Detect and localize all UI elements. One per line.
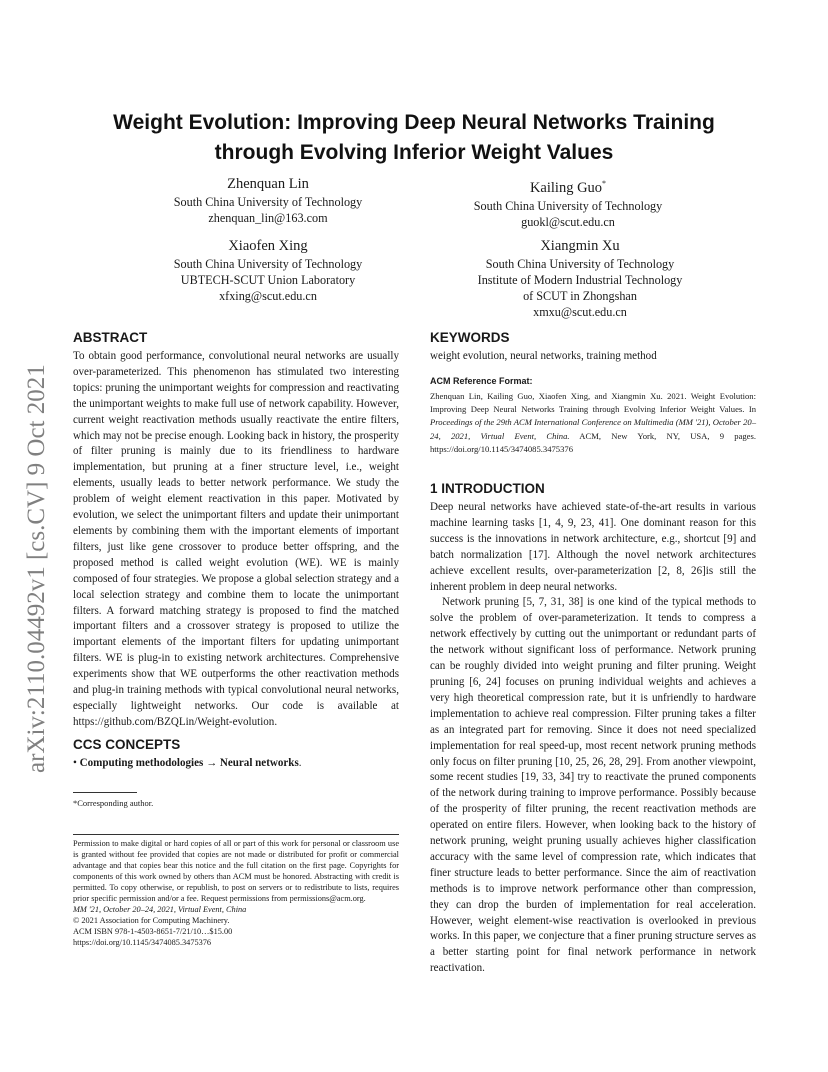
author-email: xmxu@scut.edu.cn: [533, 305, 627, 319]
keywords-text: weight evolution, neural networks, training method: [430, 350, 657, 362]
author-email: guokl@scut.edu.cn: [521, 214, 615, 229]
author-affiliation: South China University of Technology: [473, 198, 663, 213]
title-line-1: Weight Evolution: Improving Deep Neural Networks Training: [113, 111, 715, 134]
intro-paragraph-1: Deep neural networks have achieved state-of-the-art results in various machine learning tasks [1, 4, 9, 23, 41]. One dominant reason for this success is the innovations in network architecture, e.g., shortcut [9] and batch normalization [17]. Although the novel network architectures achieve excellent results, over-parameterization [2, 8, 26]is still the inherent problem in deep neural networks.: [430, 501, 756, 593]
acm-ref-venue: Proceedings of the 29th ACM International Conference on Multimedia (MM '21), October 20–24, 2021, Virtual Event, China.: [430, 417, 756, 441]
author-email: xfxing@scut.edu.cn: [219, 289, 317, 303]
abstract-text: [73, 349, 399, 731]
doi-line: https://doi.org/10.1145/3474085.3475376: [73, 938, 212, 948]
permission-rule: [73, 834, 399, 835]
author-affiliation: South China University of Technology: [173, 257, 363, 271]
permission-text: Permission to make digital or hard copies of all or part of this work for personal or classroom use is granted without fee provided that copies are not made or distributed for profit or commercial advantage and that copies bear this notice and the full citation on the first page. Copyrights for components of this work owned by others than ACM must be honored. Abstracting with credit is permitted. To copy otherwise, or republish, to post on servers or to redistribute to lists, requires prior specific permission and/or a fee. Request permissions from permissions@acm.org.: [73, 839, 399, 904]
author-affiliation: Institute of Modern Industrial Technology: [477, 273, 683, 287]
arxiv-identifier: arXiv:2110.04492v1 [cs.CV] 9 Oct 2021: [23, 364, 50, 773]
acm-ref-text: Zhenquan Lin, Kailing Guo, Xiaofen Xing, and Xiangmin Xu. 2021. Weight Evolution: Improving Deep Neural Networks Training through Evolving Inferior Weight Values. In Proceedings of the 29th ACM International Conference on Multimedia (MM '21), October 20–24, 2021, Virtual Event, China. ACM, New York, NY, USA, 9 pages. https://doi.org/10.1145/3474085.3475376: [430, 391, 756, 454]
author-block-3: [118, 236, 418, 304]
author-block-1: [118, 174, 418, 226]
abstract-paragraph: To obtain good performance, convolutional neural networks are usually over-parameterized. This phenomenon has stimulated two interesting topics: pruning the unimportant weights for compression and reactivating the unimportant weights to make full use of network capability. However, current weight reactivation methods usually reactivate the entire filters, which may not be precise enough. Looking back in history, the prosperity of filter pruning is mainly due to its friendliness to hardware implementation, but pruning at a finer structure level, i.e., weight elements, usually leads to better network performance. We study the problem of weight element reactivation in this paper. Motivated by evolution, we select the unimportant filters and update their unimportant elements by combining them with the important elements of important filters, just like gene crossover to produce better offspring, and the proposed method is called weight evolution (WE). WE is mainly composed of four strategies. We propose a global selection strategy and a local selection strategy and combine them to locate the unimportant filters. A forward matching strategy is proposed to find the matched important filters and a crossover strategy is proposed to utilize the important elements of the important filters for updating unimportant filters. WE is plug-in to existing network architectures. Comprehensive experiments show that WE outperforms the other reactivation methods and plug-in training methods with typical convolutional neural networks, especially lightweight networks. Our code is available at https://github.com/BZQLin/Weight-evolution.: [73, 350, 399, 728]
author-block-2: [418, 174, 718, 230]
conference-line: MM '21, October 20–24, 2021, Virtual Event, China: [73, 905, 247, 915]
ccs-item: Computing methodologies → Neural networks: [79, 757, 299, 769]
ccs-heading: CCS CONCEPTS: [73, 737, 181, 752]
abstract-heading: ABSTRACT: [73, 330, 148, 345]
author-email: zhenquan_lin@163.com: [208, 211, 328, 225]
footnote-rule: [73, 792, 137, 793]
title-line-2: through Evolving Inferior Weight Values: [214, 141, 614, 164]
author-name: Xiangmin Xu: [540, 238, 620, 254]
copyright-line: © 2021 Association for Computing Machinery.: [73, 916, 230, 926]
author-affiliation: of SCUT in Zhongshan: [523, 289, 637, 303]
paper-title: [60, 108, 768, 168]
ccs-concepts: • Computing methodologies → Neural networks.: [73, 757, 302, 769]
author-affiliation: UBTECH-SCUT Union Laboratory: [180, 273, 356, 287]
intro-paragraph-2: Network pruning [5, 7, 31, 38] is one kind of the typical methods to solve the problem of over-parameterization. It tends to compress a network effectively by cutting out the unimportant or redundant parts of the network without significant loss of performance. Network pruning can be roughly divided into weight pruning and filter pruning. Weight pruning [6, 24] focuses on pruning individual weights and achieves a very high theoretical compression rate, but it is unfriendly to hardware implementation to achieve real compression. Filter pruning takes a filter as an integrated part for removing. Since it does not need specialized implementation for real speed-up, most recent network pruning methods only focus on filter pruning [10, 25, 26, 28, 29]. From another viewpoint, some recent studies [19, 33, 34] try to reactivate the pruned components of the network during training to improve performance. Possibly because of the prosperity of filter pruning, the recent reactivation methods are operated on entire filers. However, when looking back to the history of network pruning, weight pruning usually achieves higher classification accuracy with the same level of compression rate, which indicates that finer structure leads to better performance. Since the aim of reactivation methods is to improve network performance other than compression, they can drop the burden of implementation for real acceleration. However, weight element-wise reactivation is overlooked in previous works. In this paper, we conjecture that a finer pruning structure serves as a better starting point for final network performance in network reactivation.: [430, 596, 756, 975]
permission-notice: [73, 838, 399, 948]
keywords-heading: KEYWORDS: [430, 330, 510, 345]
arxiv-stamp: [14, 295, 54, 775]
author-name: Xiaofen Xing: [228, 238, 308, 254]
isbn-line: ACM ISBN 978-1-4503-8651-7/21/10…$15.00: [73, 927, 233, 937]
introduction-heading: 1 INTRODUCTION: [430, 481, 545, 496]
author-name: Zhenquan Lin: [227, 176, 309, 192]
footnote-corresponding: *Corresponding author.: [73, 798, 154, 808]
acm-ref-heading: ACM Reference Format:: [430, 376, 533, 386]
author-block-4: [430, 236, 730, 320]
introduction-text: [430, 500, 756, 977]
author-affiliation: South China University of Technology: [485, 257, 675, 271]
author-name: Kailing Guo*: [529, 179, 607, 196]
author-affiliation: South China University of Technology: [173, 195, 363, 209]
